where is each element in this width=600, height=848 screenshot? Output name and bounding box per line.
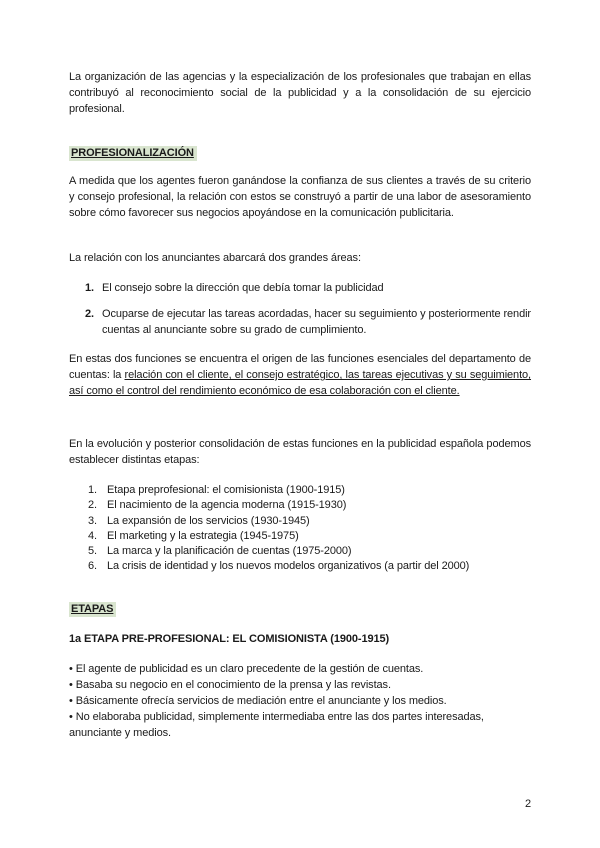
bullet-item-text: Basaba su negocio en el conocimiento de la prensa y las revistas. <box>75 679 391 691</box>
list-item-text: El nacimiento de la agencia moderna (1915-1930) <box>107 499 347 512</box>
bullet-item-text: No elaboraba publicidad, simplemente intermediaba entre las dos partes interesadas, anunciante y medios. <box>69 711 484 739</box>
bullet-item <box>69 709 531 741</box>
bullet-icon: • <box>69 695 73 707</box>
bullet-item-text: Básicamente ofrecía servicios de mediación entre el anunciante y los medios. <box>75 695 447 707</box>
paragraph-intro: La organización de las agencias y la especialización de los profesionales que trabajan en ellas contribuyó al reconocimiento social de la publicidad y a la consolidación de su ejercicio profesional. <box>69 71 531 115</box>
etapas-list-item <box>69 544 531 559</box>
heading-etapas <box>69 601 531 617</box>
etapas-list-item <box>69 483 531 498</box>
list-number: 2. <box>85 308 94 320</box>
etapas-list-item <box>69 559 531 574</box>
list-item-text: La crisis de identidad y los nuevos modelos organizativos (a partir del 2000) <box>107 560 470 573</box>
list-number: 3. <box>88 514 97 527</box>
etapas-list-item <box>69 498 531 513</box>
paragraph-evolucion: En la evolución y posterior consolidación de estas funciones en la publicidad española podemos establecer distintas etapas: <box>69 438 531 466</box>
etapas-list-item <box>69 529 531 544</box>
heading-profesionalizacion <box>69 145 531 161</box>
bullet-item <box>69 693 531 709</box>
list-item-text: La marca y la planificación de cuentas (1975-2000) <box>107 545 352 558</box>
list-item-text: Etapa preprofesional: el comisionista (1900-1915) <box>107 484 345 496</box>
list-item-text: El consejo sobre la dirección que debía tomar la publicidad <box>102 282 384 294</box>
paragraph-funciones-lead: En estas dos funciones se encuentra el origen de las funciones esenciales del departamento de cuentas: la <box>69 353 531 381</box>
heading-etapas-text: ETAPAS <box>69 602 116 617</box>
paragraph-funciones <box>69 351 531 399</box>
list-number: 6. <box>88 560 97 573</box>
etapas-list <box>69 483 531 575</box>
bullet-item <box>69 677 531 693</box>
paragraph-areas-lead: La relación con los anunciantes abarcará dos grandes áreas: <box>69 252 361 264</box>
list-item-text: La expansión de los servicios (1930-1945) <box>107 514 310 527</box>
bullet-icon: • <box>69 663 73 675</box>
bullet-icon: • <box>69 711 73 723</box>
page-number: 2 <box>524 798 531 810</box>
areas-list-item-1 <box>69 280 531 296</box>
bullet-icon: • <box>69 679 73 691</box>
heading-profesionalizacion-text: PROFESIONALIZACIÓN <box>69 146 197 161</box>
list-number: 2. <box>88 499 97 512</box>
list-number: 1. <box>85 282 94 294</box>
list-number: 4. <box>88 529 97 542</box>
heading-etapa1: 1a ETAPA PRE-PROFESIONAL: EL COMISIONISTA (1900-1915) <box>69 633 390 645</box>
paragraph-confianza: A medida que los agentes fueron ganándose la confianza de sus clientes a través de su criterio y consejo profesional, la relación con estos se construyó a partir de una labor de asesoramiento sobre cómo favorecer sus negocios apoyándose en la comunicación publicitaria. <box>69 175 531 219</box>
list-item-text: Ocuparse de ejecutar las tareas acordadas, hacer su seguimiento y posteriormente rendir cuentas al anunciante sobre su grado de cumplimiento. <box>102 308 531 336</box>
list-number: 1. <box>88 484 97 496</box>
bullet-list <box>69 661 531 741</box>
areas-list-item-2 <box>69 306 531 338</box>
bullet-item <box>69 661 531 677</box>
paragraph-funciones-underlined: relación con el cliente, el consejo estratégico, las tareas ejecutivas y su seguimiento, así como el control del rendimiento económico de esa colaboración con el cliente. <box>69 369 532 397</box>
list-number: 5. <box>88 545 97 558</box>
etapas-list-item <box>69 514 531 529</box>
bullet-item-text: El agente de publicidad es un claro precedente de la gestión de cuentas. <box>75 663 424 675</box>
list-item-text: El marketing y la estrategia (1945-1975) <box>107 529 299 542</box>
